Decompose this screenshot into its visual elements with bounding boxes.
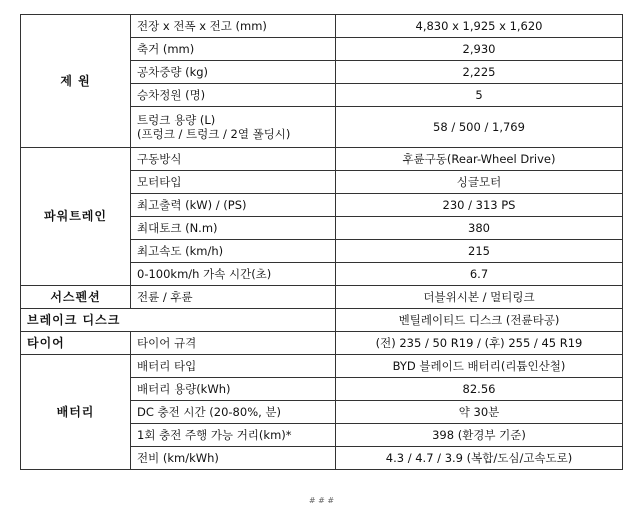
item-value: 더블위시본 / 멀티링크 [336, 286, 623, 309]
table-row [21, 148, 623, 171]
item-label: 모터타입 [131, 171, 336, 194]
table-row [21, 332, 623, 355]
item-value: BYD 블레이드 배터리(리튬인산철) [336, 355, 623, 378]
category-powertrain: 파워트레인 [21, 148, 131, 286]
item-label: 전장 x 전폭 x 전고 (mm) [131, 15, 336, 38]
item-value: 215 [336, 240, 623, 263]
table-row [21, 309, 623, 332]
item-label [131, 107, 336, 148]
item-label: 승차정원 (명) [131, 84, 336, 107]
item-value: 싱글모터 [336, 171, 623, 194]
item-label: 타이어 규격 [131, 332, 336, 355]
item-label: 전비 (km/kWh) [131, 447, 336, 470]
item-value: 58 / 500 / 1,769 [336, 107, 623, 148]
item-value: 380 [336, 217, 623, 240]
table-row [21, 15, 623, 38]
item-value: 4.3 / 4.7 / 3.9 (복합/도심/고속도로) [336, 447, 623, 470]
item-label: 배터리 타입 [131, 355, 336, 378]
item-label: 전륜 / 후륜 [131, 286, 336, 309]
table-row [21, 355, 623, 378]
item-label: 최대토크 (N.m) [131, 217, 336, 240]
item-value: 398 (환경부 기준) [336, 424, 623, 447]
item-label: DC 충전 시간 (20-80%, 분) [131, 401, 336, 424]
item-value: 5 [336, 84, 623, 107]
category-tire: 타이어 [21, 332, 131, 355]
item-value: 2,225 [336, 61, 623, 84]
item-value: (전) 235 / 50 R19 / (후) 255 / 45 R19 [336, 332, 623, 355]
item-label: 최고출력 (kW) / (PS) [131, 194, 336, 217]
category-suspension: 서스펜션 [21, 286, 131, 309]
item-value: 2,930 [336, 38, 623, 61]
item-label: 1회 충전 주행 가능 거리(km)* [131, 424, 336, 447]
item-label: 축거 (mm) [131, 38, 336, 61]
item-label: 공차중량 (kg) [131, 61, 336, 84]
category-brake-disc: 브레이크 디스크 [21, 309, 336, 332]
end-mark: # # # [308, 496, 335, 505]
spec-table [20, 14, 623, 470]
category-battery: 배터리 [21, 355, 131, 470]
item-value: 4,830 x 1,925 x 1,620 [336, 15, 623, 38]
item-value: 230 / 313 PS [336, 194, 623, 217]
item-value: 82.56 [336, 378, 623, 401]
item-label: 배터리 용량(kWh) [131, 378, 336, 401]
table-row [21, 286, 623, 309]
item-label-line2: (프렁크 / 트렁크 / 2열 폴딩시) [137, 127, 291, 141]
category-specs: 제 원 [21, 15, 131, 148]
item-value: 벤틸레이티드 디스크 (전륜타공) [336, 309, 623, 332]
item-label: 구동방식 [131, 148, 336, 171]
item-label: 0-100km/h 가속 시간(초) [131, 263, 336, 286]
item-label-line1: 트렁크 용량 (L) [137, 112, 216, 127]
item-label: 최고속도 (km/h) [131, 240, 336, 263]
item-value: 6.7 [336, 263, 623, 286]
item-value: 후륜구동(Rear-Wheel Drive) [336, 148, 623, 171]
item-value: 약 30분 [336, 401, 623, 424]
